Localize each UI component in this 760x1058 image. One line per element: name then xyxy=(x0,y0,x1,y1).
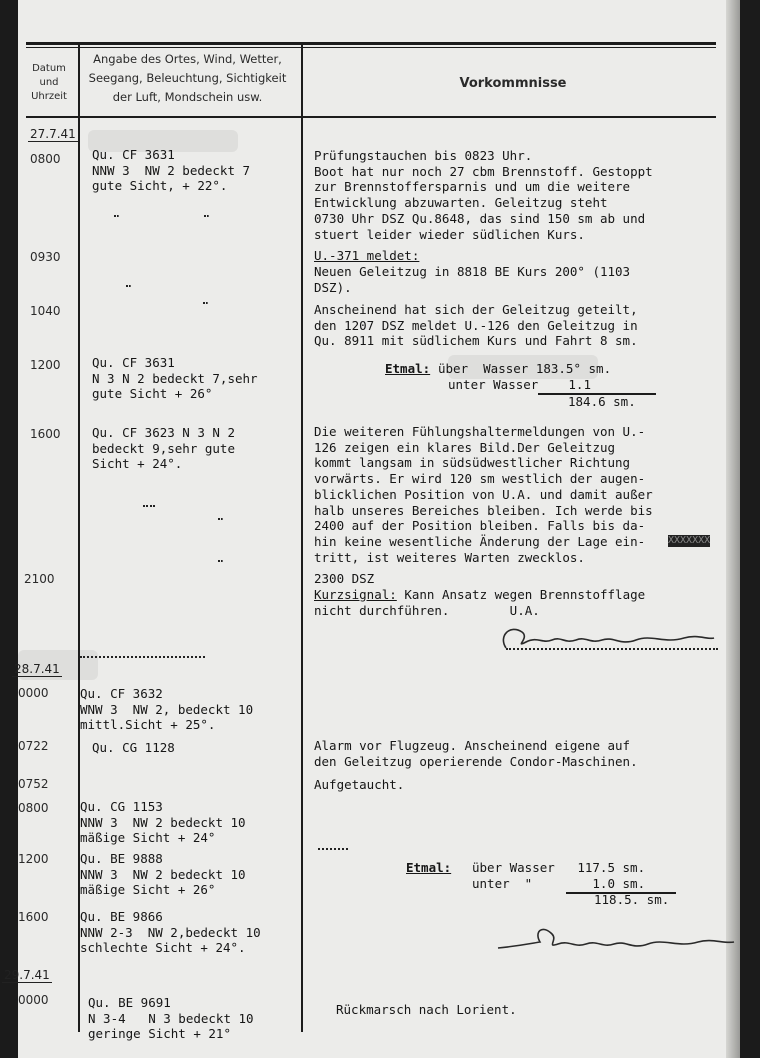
signature-drawing xyxy=(488,920,738,960)
entry-time: 2100 xyxy=(24,572,55,586)
entry-event: Rückmarsch nach Lorient. xyxy=(336,1002,517,1017)
struck-text: XXXXXXX xyxy=(668,535,711,546)
entry-location: Qu. CF 3631 N 3 N 2 bedeckt 7,sehr gute Sicht + 26° xyxy=(92,355,258,402)
kurzsignal-body: Kann Ansatz wegen Brennstofflage nicht durchführen. U.A. xyxy=(314,587,646,618)
log-page xyxy=(4,0,740,1058)
etmal-line: unter " 1.0 sm. xyxy=(472,876,646,891)
dot-mark xyxy=(218,560,223,562)
dot-mark xyxy=(143,505,155,507)
entry-time: 1040 xyxy=(30,304,61,318)
entry-time: 0000 xyxy=(18,993,49,1007)
entry-time: 0722 xyxy=(18,739,49,753)
entry-time: 1600 xyxy=(18,910,49,924)
dot-mark xyxy=(318,848,348,850)
entry-location: Qu. BE 9888 NNW 3 NW 2 bedeckt 10 mäßige Sicht + 26° xyxy=(80,851,246,898)
top-rule xyxy=(26,42,716,45)
header-rule xyxy=(26,116,716,118)
entry-location: Qu. BE 9866 NNW 2-3 NW 2,bedeckt 10 schlechte Sicht + 24°. xyxy=(80,909,261,956)
entry-time: 0752 xyxy=(18,777,49,791)
header-loc-line: der Luft, Mondschein usw. xyxy=(112,90,263,104)
entry-event-heading: U.-371 meldet: xyxy=(314,248,420,263)
etmal-total: 118.5. sm. xyxy=(594,892,670,907)
col-divider-loc xyxy=(301,42,303,1032)
entry-event: Anscheinend hat sich der Geleitzug geteilt, den 1207 DSZ meldet U.-126 den Geleitzug in Qu. 8911 mit südlichem Kurs und Fahrt 8 sm. xyxy=(314,302,638,349)
header-date-line: Uhrzeit xyxy=(31,91,67,102)
header-date-line: Datum xyxy=(32,63,66,74)
entry-time: 0800 xyxy=(30,152,61,166)
kurzsignal-label: Kurzsignal: xyxy=(314,587,397,602)
dot-mark xyxy=(203,302,208,304)
entry-time: 0800 xyxy=(18,801,49,815)
dot-mark xyxy=(204,215,209,217)
signature xyxy=(488,920,738,964)
entry-time: 0000 xyxy=(18,686,49,700)
entry-event: Alarm vor Flugzeug. Anscheinend eigene auf den Geleitzug operierende Condor-Maschinen. xyxy=(314,738,638,769)
entry-location: Qu. CG 1128 xyxy=(92,740,175,755)
entry-location: Qu. CF 3631 NNW 3 NW 2 bedeckt 7 gute Sicht, + 22°. xyxy=(92,147,251,194)
entry-time: 1200 xyxy=(30,358,61,372)
header-date-column xyxy=(24,62,74,104)
header-location-column xyxy=(80,50,295,107)
header-loc-line: Angabe des Ortes, Wind, Wetter, xyxy=(93,52,282,66)
dotted-separator xyxy=(80,656,205,658)
etmal-line: unter Wasser 1.1 xyxy=(448,377,591,392)
signature xyxy=(488,618,718,662)
entry-event: Prüfungstauchen bis 0823 Uhr. Boot hat nur noch 27 cbm Brennstoff. Gestoppt zur Brennstoffersparnis und um die weitere Entwicklung abzuwarten. Geleitzug steht 0730 Uhr DSZ Qu.8648, das sind 150 sm ab und stuert leider wieder südlichen Kurs. xyxy=(314,148,653,242)
entry-event: Die weiteren Fühlungshaltermeldungen von U.- 126 zeigen ein klares Bild.Der Geleitzug kommt langsam in südsüdwestlicher Richtung vorwärts. Er wird 120 sm westlich der augen- blicklichen Position von U.A. und damit außer halb unseres Bereiches bleiben. Ich werde bis 2400 auf der Position bleiben. Falls bis da- hin keine wesentliche Änderung der Lage ein- tritt, ist weiteres Warten zwecklos. xyxy=(314,424,653,565)
date-label: 28.7.41 xyxy=(14,662,60,676)
etmal-label: Etmal: xyxy=(385,361,431,376)
dot-mark xyxy=(218,518,223,520)
entry-location: Qu. CF 3623 N 3 N 2 bedeckt 9,sehr gute Sicht + 24°. xyxy=(92,425,235,472)
entry-time: 1600 xyxy=(30,427,61,441)
entry-event: Neuen Geleitzug in 8818 BE Kurs 200° (1103 DSZ). xyxy=(314,264,631,295)
header-events-column: Vorkommnisse xyxy=(459,76,567,91)
signature-drawing xyxy=(488,618,718,658)
etmal-total: 184.6 sm. xyxy=(568,394,636,409)
entry-location: Qu. BE 9691 N 3-4 N 3 bedeckt 10 geringe Sicht + 21° xyxy=(88,995,254,1042)
entry-time: 0930 xyxy=(30,250,61,264)
header-loc-line: Seegang, Beleuchtung, Sichtigkeit xyxy=(88,71,287,85)
entry-event: 2300 DSZ xyxy=(314,571,375,586)
entry-event: Aufgetaucht. xyxy=(314,777,405,792)
date-label: 27.7.41 xyxy=(30,127,76,141)
dot-mark xyxy=(126,285,131,287)
top-rule-thin xyxy=(26,47,716,48)
header-date-line: und xyxy=(39,77,59,88)
date-label: 29.7.41 xyxy=(4,968,50,982)
entry-location: Qu. CF 3632 WNW 3 NW 2, bedeckt 10 mittl.Sicht + 25°. xyxy=(80,686,254,733)
etmal-line: über Wasser 117.5 sm. xyxy=(472,860,646,875)
entry-location: Qu. CG 1153 NNW 3 NW 2 bedeckt 10 mäßige Sicht + 24° xyxy=(80,799,246,846)
etmal-line: über Wasser 183.5° sm. xyxy=(438,361,612,376)
etmal-label: Etmal: xyxy=(406,860,452,875)
entry-time: 1200 xyxy=(18,852,49,866)
binding-fold xyxy=(726,0,740,1058)
dot-mark xyxy=(114,215,119,217)
kurzsignal-text xyxy=(314,587,645,618)
